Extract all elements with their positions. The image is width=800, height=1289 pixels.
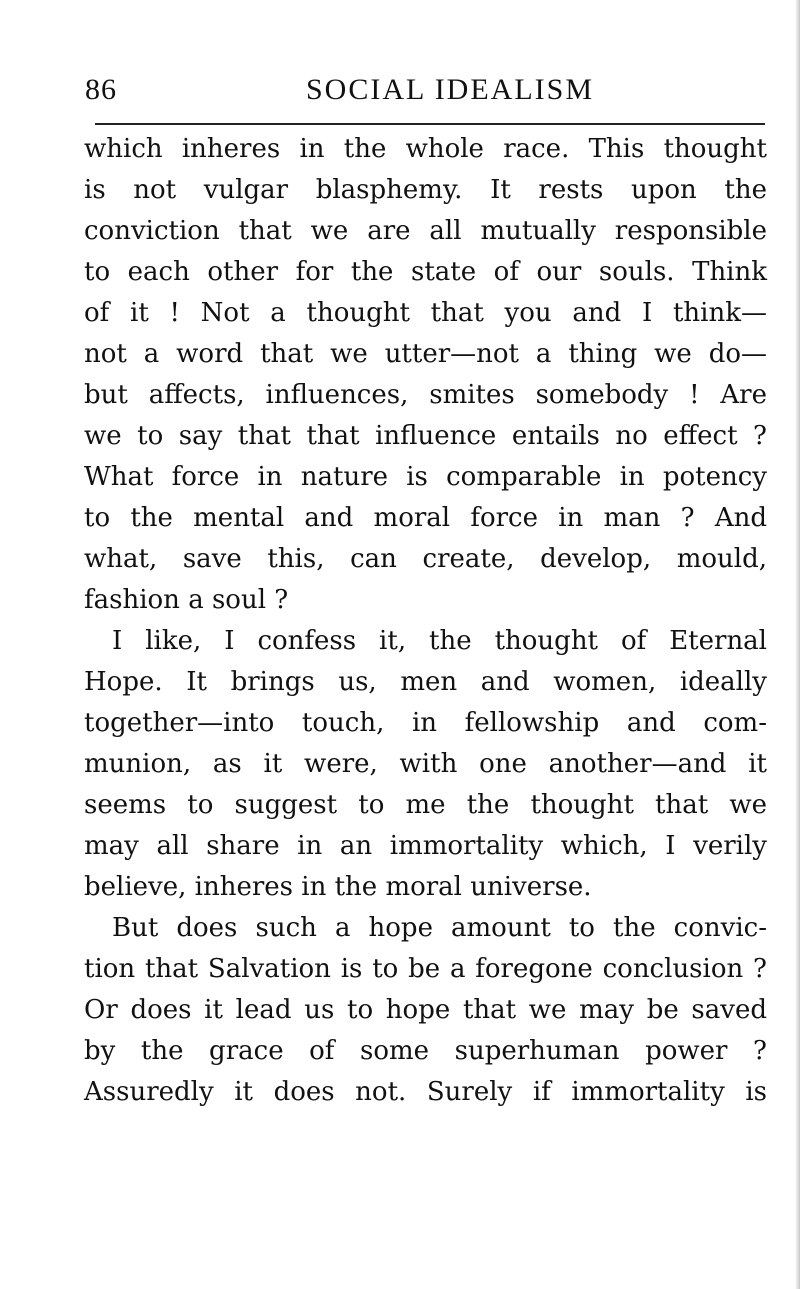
- text-line: may all share in an immortality which, I verily: [84, 831, 767, 861]
- page-number: 86: [85, 73, 117, 106]
- text-line: Or does it lead us to hope that we may be saved: [84, 995, 767, 1025]
- text-line: conviction that we are all mutually responsible: [84, 216, 767, 246]
- text-line: Assuredly it does not. Surely if immortality is: [84, 1077, 767, 1107]
- text-line: to the mental and moral force in man ? And: [84, 503, 767, 533]
- text-line: what, save this, can create, develop, mould,: [84, 544, 767, 574]
- body-text: [84, 129, 767, 1113]
- text-line: but affects, influences, smites somebody ! Are: [84, 380, 767, 410]
- text-line: What force in nature is comparable in potency: [84, 462, 767, 492]
- text-line: Hope. It brings us, men and women, ideally: [84, 667, 767, 697]
- header-rule: [95, 123, 765, 125]
- running-title: SOCIAL IDEALISM: [305, 73, 595, 106]
- page-edge-shadow: [795, 0, 800, 1289]
- text-line: to each other for the state of our souls. Think: [84, 257, 767, 287]
- text-line: is not vulgar blasphemy. It rests upon the: [84, 175, 767, 205]
- text-line: munion, as it were, with one another—and it: [84, 749, 767, 779]
- text-line: of it ! Not a thought that you and I think—: [84, 298, 767, 328]
- text-line: I like, I confess it, the thought of Eternal: [112, 626, 767, 656]
- running-head: [85, 70, 765, 114]
- text-line: together—into touch, in fellowship and com-: [84, 708, 767, 738]
- text-line: not a word that we utter—not a thing we do—: [84, 339, 767, 369]
- text-line: But does such a hope amount to the convic-: [112, 913, 767, 943]
- text-line: tion that Salvation is to be a foregone conclusion ?: [84, 954, 767, 984]
- text-line: believe, inheres in the moral universe.: [84, 872, 592, 902]
- text-line: we to say that that influence entails no effect ?: [84, 421, 767, 451]
- text-line: by the grace of some superhuman power ?: [84, 1036, 767, 1066]
- text-line: which inheres in the whole race. This thought: [84, 134, 767, 164]
- text-line: seems to suggest to me the thought that we: [84, 790, 767, 820]
- text-line: fashion a soul ?: [84, 585, 289, 615]
